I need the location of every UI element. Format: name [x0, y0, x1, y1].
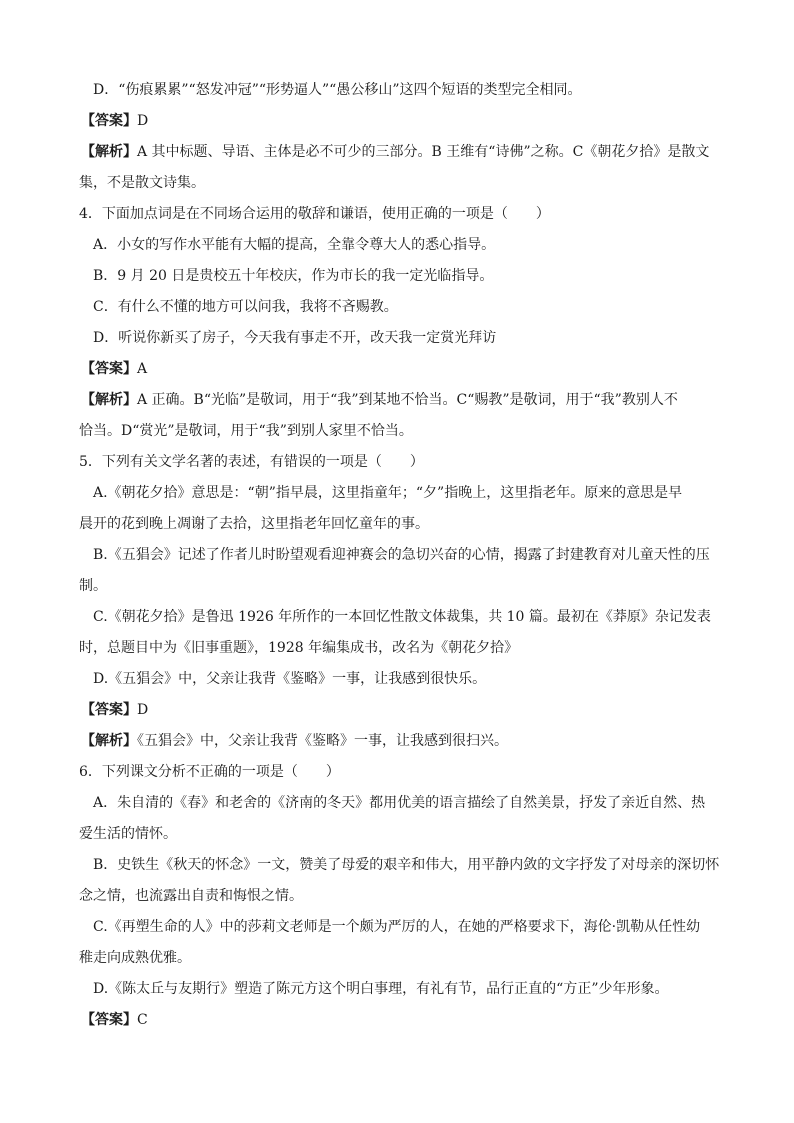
q6-answer	[81, 1010, 719, 1030]
analysis-tag: 【解析】	[81, 144, 137, 160]
q5-option-d: D.《五猖会》中，父亲让我背《鉴略》一事，让我感到很快乐。	[93, 671, 487, 687]
answer-tag: 【答案】	[81, 113, 137, 129]
q3-analysis-line2: 集，不是散文诗集。	[79, 175, 205, 191]
analysis-tag: 【解析】	[81, 392, 137, 408]
q4-stem: 4．下面加点词是在不同场合运用的敬辞和谦语，使用正确的一项是（ ）	[79, 206, 550, 222]
analysis-text: A 正确。B“光临”是敬词，用于“我”到某地不恰当。C“赐教”是敬词，用于“我”教别人不	[137, 392, 678, 408]
q5-option-c-line1: C.《朝花夕拾》是鲁迅 1926 年所作的一本回忆性散文体裁集，共 10 篇。最初在《莽原》杂记发表	[93, 609, 711, 625]
q6-option-b-line1: B．史铁生《秋天的怀念》一文，赞美了母爱的艰辛和伟大，用平静内敛的文字抒发了对母亲的深切怀	[93, 857, 720, 873]
q6-stem: 6．下列课文分析不正确的一项是（ ）	[79, 764, 340, 780]
q5-option-a-line1: A.《朝花夕拾》意思是：“朝”指早晨，这里指童年；“夕”指晚上，这里指老年。原来的意思是早	[93, 485, 683, 501]
q4-analysis-line2: 恰当。D“赏光”是敬词，用于“我”到别人家里不恰当。	[79, 423, 413, 439]
q4-option-d: D．听说你新买了房子，今天我有事走不开，改天我一定赏光拜访	[93, 330, 497, 346]
q5-option-c-line2: 时，总题目中为《旧事重题》，1928 年编集成书，改名为《朝花夕拾》	[79, 640, 519, 656]
answer-tag: 【答案】	[81, 361, 137, 377]
analysis-text: 《五猖会》中，父亲让我背《鉴略》一事，让我感到很扫兴。	[137, 733, 508, 749]
q5-option-b-line1: B.《五猖会》记述了作者儿时盼望观看迎神赛会的急切兴奋的心情，揭露了封建教育对儿童天性的压	[93, 547, 710, 563]
q3-answer	[81, 111, 719, 131]
q6-option-a-line1: A．朱自清的《春》和老舍的《济南的冬天》都用优美的语言描绘了自然美景，抒发了亲近自然、热	[93, 795, 706, 811]
q3-analysis-line1	[81, 142, 719, 162]
q5-option-a-line2: 晨开的花到晚上凋谢了去拾，这里指老年回忆童年的事。	[79, 516, 429, 532]
q4-answer	[81, 359, 719, 379]
q6-option-d: D.《陈太丘与友期行》塑造了陈元方这个明白事理，有礼有节，品行正直的“方正”少年形象。	[93, 981, 669, 997]
q4-option-c: C．有什么不懂的地方可以问我，我将不吝赐教。	[93, 299, 398, 315]
q6-option-b-line2: 念之情，也流露出自责和悔恨之情。	[79, 888, 303, 904]
q6-option-a-line2: 爱生活的情怀。	[79, 826, 177, 842]
q4-analysis-line1	[81, 390, 719, 410]
answer-value: C	[137, 1012, 148, 1028]
analysis-text: A 其中标题、导语、主体是必不可少的三部分。B 王维有“诗佛”之称。C《朝花夕拾》是散文	[137, 144, 710, 160]
q6-option-c-line1: C.《再塑生命的人》中的莎莉文老师是一个颇为严厉的人，在她的严格要求下，海伦·凯勒从任性幼	[93, 919, 701, 935]
q5-answer	[81, 700, 719, 720]
q4-option-a: A．小女的写作水平能有大幅的提高，全靠令尊大人的悉心指导。	[93, 237, 496, 253]
analysis-tag: 【解析】	[81, 733, 137, 749]
document-content	[79, 80, 719, 1030]
q5-analysis-line1	[81, 731, 719, 751]
answer-value: A	[137, 361, 148, 377]
q6-option-c-line2: 稚走向成熟优雅。	[79, 950, 191, 966]
q5-option-b-line2: 制。	[79, 578, 107, 594]
answer-tag: 【答案】	[81, 702, 137, 718]
q4-option-b: B．9 月 20 日是贵校五十年校庆，作为市长的我一定光临指导。	[93, 268, 494, 284]
answer-value: D	[137, 702, 149, 718]
q5-stem: 5．下列有关文学名著的表述，有错误的一项是（ ）	[79, 454, 424, 470]
answer-tag: 【答案】	[81, 1012, 137, 1028]
q3-option-d: D．“伤痕累累”“怒发冲冠”“形势逼人”“愚公移山”这四个短语的类型完全相同。	[93, 82, 582, 98]
answer-value: D	[137, 113, 149, 129]
